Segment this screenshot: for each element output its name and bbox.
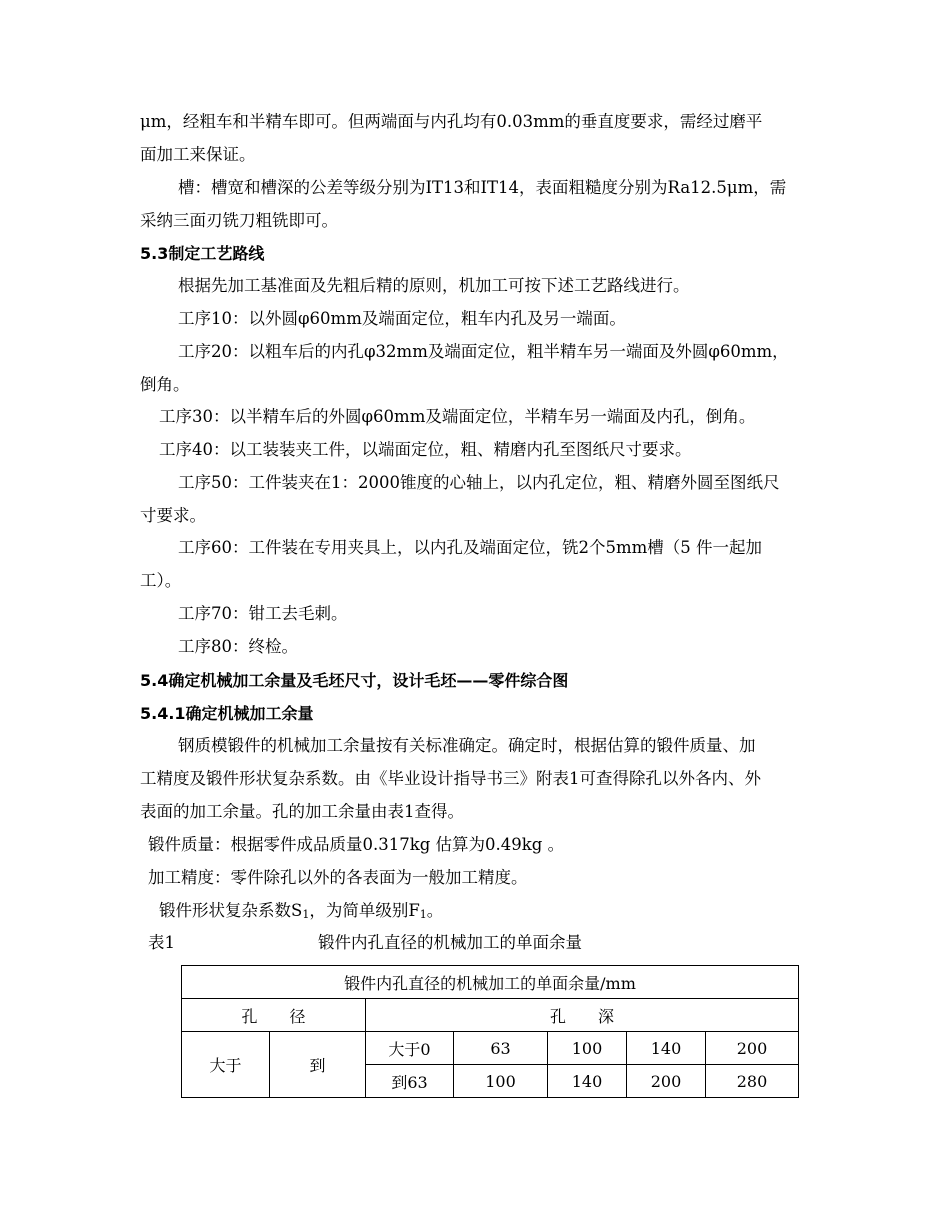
table-cell: 200	[627, 1065, 706, 1098]
process-step-20: 工序20：以粗车后的内孔φ32mm及端面定位，粗半精车另一端面及外圆φ60mm，	[178, 342, 789, 361]
paragraph-line	[159, 899, 443, 927]
subscript: 1	[419, 908, 427, 921]
process-step-10: 工序10：以外圆φ60mm及端面定位，粗车内孔及另一端面。	[178, 309, 626, 328]
subscript: 1	[302, 908, 310, 921]
paragraph-line: μm，经粗车和半精车即可。但两端面与内孔均有0.03mm的垂直度要求，需经过磨平	[140, 112, 763, 131]
paragraph-line: 工精度及锻件形状复杂系数。由《毕业设计指导书三》附表1可查得除孔以外各内、外	[140, 769, 761, 788]
table-caption-number: 表1	[148, 933, 175, 952]
text-run: 。	[426, 901, 444, 920]
table-cell: 100	[548, 1032, 627, 1065]
paragraph-line: 倒角。	[140, 375, 190, 394]
process-step-60: 工序60：工件装在专用夹具上，以内孔及端面定位，铣2个5mm槽（5 件一起加	[178, 538, 763, 557]
text-run: 锻件形状复杂系数S	[159, 901, 303, 920]
paragraph-line: 锻件质量：根据零件成品质量0.317kg 估算为0.49kg 。	[148, 835, 565, 854]
paragraph-line: 面加工来保证。	[140, 145, 256, 164]
paragraph-line: 加工精度：零件除孔以外的各表面为一般加工精度。	[148, 868, 528, 887]
section-heading-5-4-1: 5.4.1确定机械加工余量	[140, 704, 314, 723]
table-cell: 100	[454, 1065, 548, 1098]
paragraph-line: 寸要求。	[140, 506, 206, 525]
process-step-30: 工序30：以半精车后的外圆φ60mm及端面定位，半精车另一端面及内孔，倒角。	[159, 407, 756, 426]
table-cell: 140	[627, 1032, 706, 1065]
table-cell: 大于0	[366, 1032, 454, 1065]
text-run: ，为简单级别F	[309, 901, 420, 920]
paragraph-line: 根据先加工基准面及先粗后精的原则，机加工可按下述工艺路线进行。	[178, 276, 690, 295]
to-cell: 到	[270, 1032, 366, 1098]
table-cell: 280	[706, 1065, 799, 1098]
table-row	[182, 1032, 799, 1065]
table-header-cell: 锻件内孔直径的机械加工的单面余量/mm	[182, 966, 799, 999]
table-header-row	[182, 966, 799, 999]
paragraph-line: 表面的加工余量。孔的加工余量由表1查得。	[140, 802, 464, 821]
table-cell: 63	[454, 1032, 548, 1065]
table-cell: 200	[706, 1032, 799, 1065]
table-cell: 到63	[366, 1065, 454, 1098]
table-caption-title: 锻件内孔直径的机械加工的单面余量	[318, 933, 582, 952]
hole-depth-header: 孔 深	[366, 999, 799, 1032]
section-heading-5-4: 5.4确定机械加工余量及毛坯尺寸，设计毛坯——零件综合图	[140, 671, 569, 690]
process-step-80: 工序80：终检。	[178, 637, 298, 656]
allowance-table	[181, 965, 799, 1098]
process-step-50: 工序50：工件装夹在1：2000锥度的心轴上，以内孔定位，粗、精磨外圆至图纸尺	[178, 473, 780, 492]
paragraph-line: 采纳三面刃铣刀粗铣即可。	[140, 211, 338, 230]
greater-than-cell: 大于	[182, 1032, 270, 1098]
process-step-70: 工序70：钳工去毛刺。	[178, 604, 348, 623]
paragraph-line: 槽：槽宽和槽深的公差等级分别为IT13和IT14，表面粗糙度分别为Ra12.5μm，需	[178, 178, 787, 197]
hole-diameter-header: 孔 径	[182, 999, 366, 1032]
paragraph-line: 钢质模锻件的机械加工余量按有关标准确定。确定时，根据估算的锻件质量、加	[178, 736, 756, 755]
paragraph-line: 工）。	[140, 571, 182, 590]
table-cell: 140	[548, 1065, 627, 1098]
table-row	[182, 999, 799, 1032]
section-heading-5-3: 5.3制定工艺路线	[140, 244, 265, 263]
process-step-40: 工序40：以工装装夹工件，以端面定位，粗、精磨内孔至图纸尺寸要求。	[159, 440, 692, 459]
